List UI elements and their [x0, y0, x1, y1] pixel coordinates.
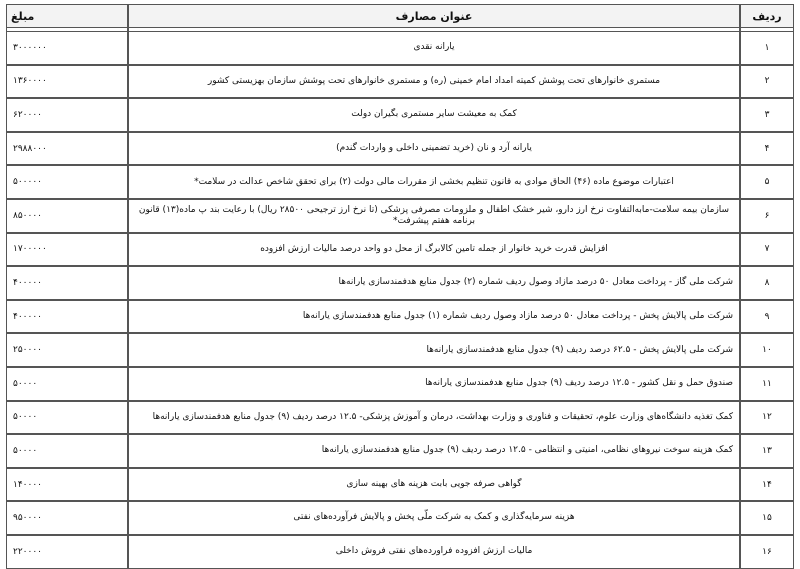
row-index: ۱۶ [740, 535, 794, 569]
row-index: ۱۰ [740, 333, 794, 367]
expenditure-table [6, 4, 794, 569]
row-description: کمک تغذیه دانشگاه‌های وزارت علوم، تحقیقات و فناوری و وزارت بهداشت، درمان و آموزش پزشکی- ۱۲.۵ درصد ردیف (۹) جدول منابع هدفمندسازی یارانه‌ها [128, 401, 740, 435]
row-description: کمک به معیشت سایر مستمری بگیران دولت [128, 98, 740, 132]
table-row [6, 233, 794, 267]
table-row [6, 165, 794, 199]
row-index: ۴ [740, 132, 794, 166]
row-index: ۱۵ [740, 501, 794, 535]
row-amount: ۲۹۸۸۰۰۰ [6, 132, 128, 166]
row-index: ۱۱ [740, 367, 794, 401]
table-row [6, 31, 794, 65]
row-amount: ۴۰۰۰۰۰ [6, 266, 128, 300]
row-index: ۸ [740, 266, 794, 300]
row-index: ۶ [740, 199, 794, 233]
row-amount: ۱۳۶۰۰۰۰ [6, 65, 128, 99]
row-index: ۷ [740, 233, 794, 267]
row-amount: ۲۵۰۰۰۰ [6, 333, 128, 367]
table-row [6, 468, 794, 502]
row-description: صندوق حمل و نقل کشور - ۱۲.۵ درصد ردیف (۹) جدول منابع هدفمندسازی یارانه‌ها [128, 367, 740, 401]
row-amount: ۶۲۰۰۰۰ [6, 98, 128, 132]
row-description: شرکت ملی گاز - پرداخت معادل ۵۰ درصد مازاد وصول ردیف شماره (۲) جدول منابع هدفمندسازی یارانه‌ها [128, 266, 740, 300]
table-row [6, 266, 794, 300]
table-row [6, 300, 794, 334]
row-amount: ۵۰۰۰۰ [6, 401, 128, 435]
row-description: گواهی صرفه جویی بابت هزینه های بهینه سازی [128, 468, 740, 502]
table-row [6, 333, 794, 367]
row-amount: ۸۵۰۰۰۰ [6, 199, 128, 233]
row-amount: ۱۴۰۰۰۰ [6, 468, 128, 502]
row-amount: ۵۰۰۰۰۰ [6, 165, 128, 199]
row-amount: ۵۰۰۰۰ [6, 367, 128, 401]
table-row [6, 535, 794, 569]
row-index: ۱۴ [740, 468, 794, 502]
row-description: مستمری خانوارهای تحت پوشش کمیته امداد امام خمینی (ره) و مستمری خانوارهای تحت پوشش سازمان بهزیستی کشور [128, 65, 740, 99]
table-row [6, 434, 794, 468]
table-row [6, 199, 794, 233]
row-description: یارانه نقدی [128, 31, 740, 65]
row-description: سازمان بیمه سلامت-مابه‌التفاوت نرخ ارز دارو، شیر خشک اطفال و ملزومات مصرفی پزشکی (تا نرخ ارز ترجیحی ۲۸۵۰۰ ریال) با رعایت بند پ ماده(۱۳) قانون برنامه هفتم پیشرفت* [128, 199, 740, 233]
row-amount: ۳۰۰۰۰۰۰ [6, 31, 128, 65]
row-description: افزایش قدرت خرید خانوار از جمله تامین کالابرگ از محل دو واحد درصد مالیات ارزش افزوده [128, 233, 740, 267]
row-index: ۱۲ [740, 401, 794, 435]
row-description: شرکت ملی پالایش پخش - ۶۲.۵ درصد ردیف (۹) جدول منابع هدفمندسازی یارانه‌ها [128, 333, 740, 367]
row-index: ۲ [740, 65, 794, 99]
header-amount: مبلغ [6, 4, 128, 28]
table-row [6, 367, 794, 401]
row-amount: ۱۷۰۰۰۰۰ [6, 233, 128, 267]
table-row [6, 65, 794, 99]
table-row [6, 132, 794, 166]
row-amount: ۲۲۰۰۰۰ [6, 535, 128, 569]
table-row [6, 501, 794, 535]
table-row [6, 98, 794, 132]
row-index: ۱۳ [740, 434, 794, 468]
table-body [6, 31, 794, 569]
row-description: شرکت ملی پالایش پخش - پرداخت معادل ۵۰ درصد مازاد وصول ردیف شماره (۱) جدول منابع هدفمندسازی یارانه‌ها [128, 300, 740, 334]
row-index: ۹ [740, 300, 794, 334]
header-index: ردیف [740, 4, 794, 28]
table-header-row [6, 4, 794, 28]
row-description: یارانه آرد و نان (خرید تضمینی داخلی و واردات گندم) [128, 132, 740, 166]
row-description: مالیات ارزش افزوده فراورده‌های نفتی فروش داخلی [128, 535, 740, 569]
row-description: اعتبارات موضوع ماده (۴۶) الحاق موادی به قانون تنظیم بخشی از مقررات مالی دولت (۲) برای تحقق شاخص عدالت در سلامت* [128, 165, 740, 199]
row-index: ۱ [740, 31, 794, 65]
row-description: هزینه سرمایه‌گذاری و کمک به شرکت ملّی پخش و پالایش فرآورده‌های نفتی [128, 501, 740, 535]
row-amount: ۴۰۰۰۰۰ [6, 300, 128, 334]
row-amount: ۹۵۰۰۰۰ [6, 501, 128, 535]
table-row [6, 401, 794, 435]
row-amount: ۵۰۰۰۰ [6, 434, 128, 468]
row-index: ۳ [740, 98, 794, 132]
row-index: ۵ [740, 165, 794, 199]
row-description: کمک هزینه سوخت نیروهای نظامی، امنیتی و انتظامی - ۱۲.۵ درصد ردیف (۹) جدول منابع هدفمندسازی یارانه‌ها [128, 434, 740, 468]
header-description: عنوان مصارف [128, 4, 740, 28]
